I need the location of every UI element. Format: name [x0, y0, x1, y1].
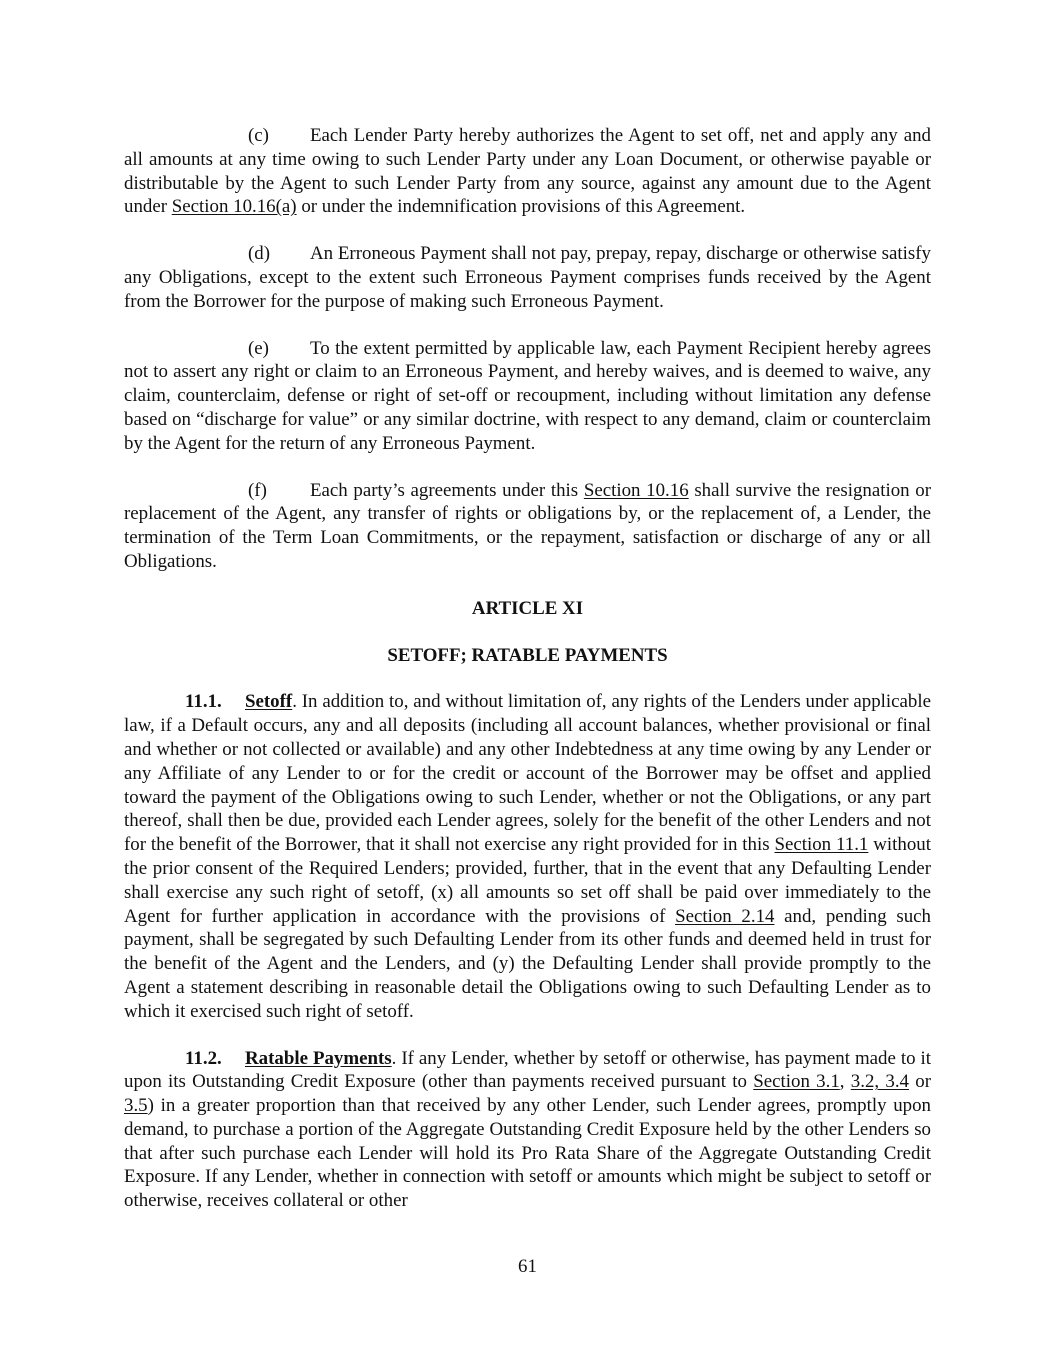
paragraph-text: or under the indemnification provisions of this Agreement. — [296, 196, 746, 218]
paragraph-text: Each Lender Party hereby authorizes the Agent to set off, net and apply any and all amounts at any time owing to such Lender Party under any Loan Document, or otherwise payable or distributable by the Agent to such Lender Party from any source, against any amount due to the Agent under — [124, 125, 931, 218]
section-number: 11.1. — [185, 691, 222, 713]
paragraph-text: shall survive the resignation or replacement of the Agent, any transfer of rights or obligations by, or the replacement of, a Lender, the termination of the Term Loan Commitments, or the repayment, satisfaction or discharge of any or all Obligations. — [124, 479, 932, 572]
page-number: 61 — [518, 1256, 537, 1277]
section-text: . In addition to, and without limitation of, any rights of the Lenders under applicable law, if a Default occurs, any and all deposits (including all account balances, whether provisional or final and whether or not collected or available) and any other Indebtedness at any time owing by any Lender or any Affiliate of any Lender to or for the credit or account of the Borrower may be offset and applied toward the payment of the Obligations owing to such Lender, whether or not the Obligations, or any part thereof, shall then be due, provided each Lender agrees, solely for the benefit of the other Lenders and not for the benefit of the Borrower, that it shall not exercise any right provided for in this — [124, 691, 931, 856]
section-text: ) in a greater proportion than that received by any other Lender, such Lender agrees, promptly upon demand, to purchase a portion of the Aggregate Outstanding Credit Exposure held by the other Lenders so that after such purchase each Lender will hold its Pro Rata Share of the Aggregate Outstanding Credit Exposure. If any Lender, whether in connection with setoff or amounts which might be subject to setoff or otherwise, receives collateral or other — [124, 1095, 931, 1212]
section-reference-link: Section 2.14 — [675, 905, 775, 927]
paragraph-text: An Erroneous Payment shall not pay, prepay, repay, discharge or otherwise satisfy any Obligations, except to the extent such Erroneous Payment comprises funds received by the Agent from the Borrower for the purpose of making such Erroneous Payment. — [124, 243, 931, 312]
paragraph-f — [124, 479, 931, 574]
paragraph-label: (c) — [248, 125, 269, 146]
section-heading: Ratable Payments — [245, 1047, 392, 1069]
section-reference-link: Section 10.16 — [583, 479, 689, 501]
section-text: , — [839, 1071, 851, 1093]
section-text: and, pending such payment, shall be segregated by such Defaulting Lender from its other funds and deemed held in trust for the benefit of the Agent and the Lenders, and (y) the Defaulting Lender shall provide promptly to the Agent a statement describing in reasonable detail the Obligations owing to such Defaulting Lender as to which it exercised such right of setoff. — [124, 905, 931, 1022]
paragraph-d — [124, 242, 931, 313]
section-reference-link: Section 3.1 — [753, 1071, 840, 1093]
section-11-2 — [124, 1047, 931, 1214]
article-title: SETOFF; RATABLE PAYMENTS — [387, 644, 668, 666]
paragraph-label: (e) — [248, 337, 269, 359]
article-number: ARTICLE XI — [471, 597, 584, 619]
section-text: or — [909, 1071, 932, 1093]
section-reference-link: Section 11.1 — [774, 834, 869, 856]
section-11-1 — [124, 690, 931, 1023]
section-reference-link: Section 10.16(a) — [171, 196, 297, 218]
document-page — [124, 124, 931, 1236]
section-number: 11.2. — [185, 1047, 222, 1069]
paragraph-c — [124, 124, 931, 219]
section-text: without the prior consent of the Required Lenders; provided, further, that in the event that any Defaulting Lender shall exercise any such right of setoff, (x) all amounts so set off shall be paid over immediately to the Agent for further application in accordance with the provisions of — [124, 834, 932, 927]
section-reference-link: 3.2, 3.4 — [850, 1071, 909, 1093]
paragraph-e — [124, 337, 931, 456]
paragraph-label: (f) — [248, 479, 267, 501]
section-heading: Setoff — [245, 691, 293, 713]
section-reference-link: 3.5 — [124, 1095, 148, 1117]
paragraph-text: Each party’s agreements under this — [310, 479, 584, 501]
section-text: . If any Lender, whether by setoff or otherwise, has payment made to it upon its Outstanding Credit Exposure (other than payments received pursuant to — [124, 1047, 931, 1093]
paragraph-text: To the extent permitted by applicable law, each Payment Recipient hereby agrees not to assert any right or claim to an Erroneous Payment, and hereby waives, and is deemed to waive, any claim, counterclaim, defense or right of set-off or recoupment, including without limitation any defense based on “discharge for value” or any similar doctrine, with respect to any demand, claim or counterclaim by the Agent for the return of any Erroneous Payment. — [124, 337, 931, 454]
paragraph-label: (d) — [248, 243, 271, 265]
